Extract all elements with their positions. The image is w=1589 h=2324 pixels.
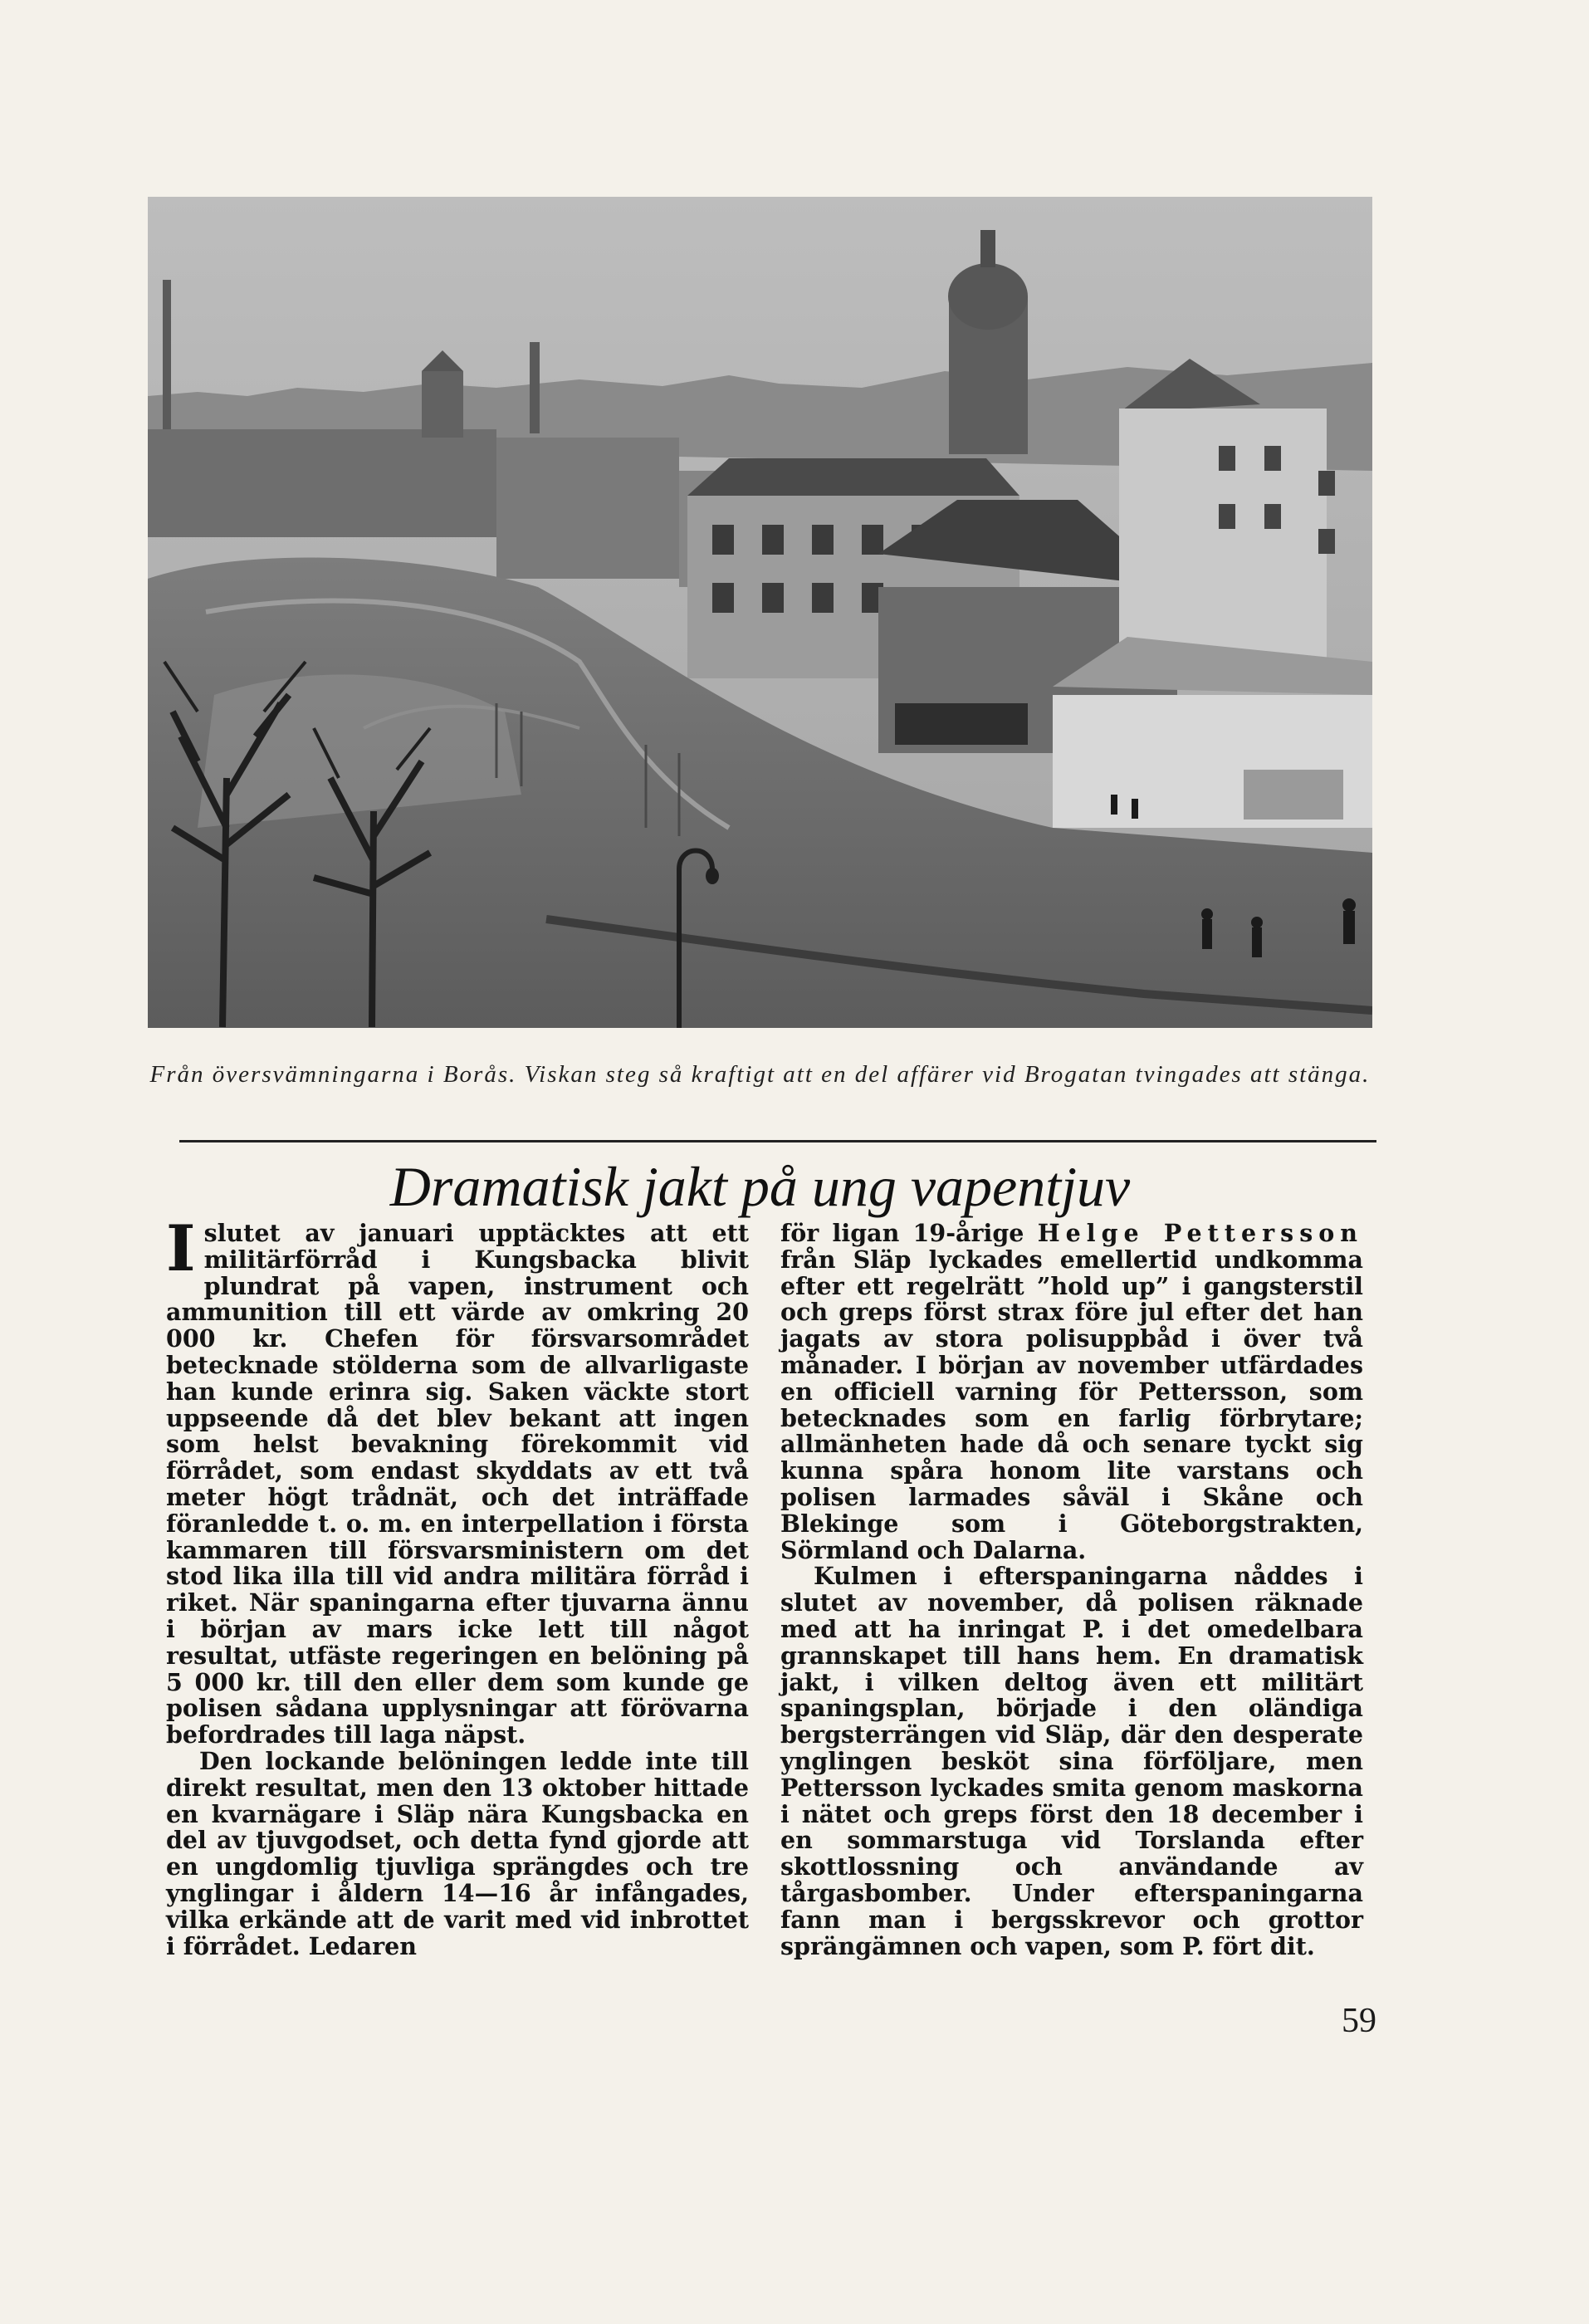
article-title: Dramatisk jakt på ung vapentjuv [389,1155,1131,1218]
left-paragraph-1-text: slutet av januari upptäcktes att ett militärförråd i Kungsbacka blivit plundrat på vapen, instrument och ammunition till ett värde av omkring 20 000 kr. Chefen för försvarsområdet betecknade stölderna som de allvarligaste han kunde erinra sig. Saken väckte stort uppseende då det blev bekant att ingen som helst bevakning förekommit vid förrådet, som endast skyddats av ett två meter högt trådnät, och det inträffade föranledde t. o. m. en interpellation i första kammaren till försvarsministern om det stod lika illa till vid andra militära förråd i riket. När spaningarna efter tjuvarna ännu i början av mars icke lett till något resultat, utfäste regeringen en belöning på 5 000 kr. till den eller dem som kunde ge polisen sådana upplysningar att förövarna befordrades till laga näpst. [166,1219,749,1749]
flood-photograph [148,197,1372,1028]
article-left-column [166,1211,749,1960]
dropcap-letter: I [166,1211,196,1285]
article-right-column [780,1221,1363,1959]
left-paragraph-1 [166,1211,749,1749]
right-paragraph-2: Kulmen i efterspaningarna nåddes i slutet av november, då polisen räknade med att ha inringat P. i det omedelbara grannskapet till hans hem. En dramatisk jakt, i vilken deltog även ett militärt spaningsplan, började i den oländiga bergsterrängen vid Släp, där den desperate ynglingen besköt sina förföljare, men Pettersson lyckades smita genom maskorna i nätet och greps först den 18 december i en sommarstuga vid Torslanda efter skottlossning och användande av tårgasbomber. Under efterspaningarna fann man i bergsskrevor och grottor sprängämnen och vapen, som P. fört dit. [780,1562,1363,1960]
title-divider [179,1140,1376,1142]
flood-photo-illustration [148,197,1372,1028]
suspect-name: Helge Pettersson [1037,1219,1363,1247]
left-paragraph-2: Den lockande belöningen ledde inte till direkt resultat, men den 13 oktober hittade en kvarnägare i Släp nära Kungsbacka en del av tjuvgodset, och detta fynd gjorde att en ungdomlig tjuvliga sprängdes och tre ynglingar i åldern 14—16 år infångades, vilka erkände att de varit med vid inbrottet i förrådet. Ledaren [166,1746,749,1960]
right-paragraph-1 [780,1221,1363,1563]
right-paragraph-1-lead: för ligan 19-årige [780,1219,1024,1247]
photo-caption: Från översvämningarna i Borås. Viskan steg så kraftigt att en del affärer vid Brogatan tvingades att stänga. [149,1061,1371,1088]
page-number: 59 [1342,2002,1376,2040]
right-paragraph-1-text: från Släp lyckades emellertid undkomma efter ett regelrätt ”hold up” i gangsterstil och greps först strax före jul efter det han jagats av stora polisuppbåd i över två månader. I början av november utfärdades en officiell varning för Pettersson, som betecknades som en farlig förbrytare; allmänheten hade då och senare tyckt sig kunna spåra honom lite varstans och polisen larmades såväl i Skåne och Blekinge som i Göteborgstrakten, Sörmland och Dalarna. [780,1245,1363,1564]
